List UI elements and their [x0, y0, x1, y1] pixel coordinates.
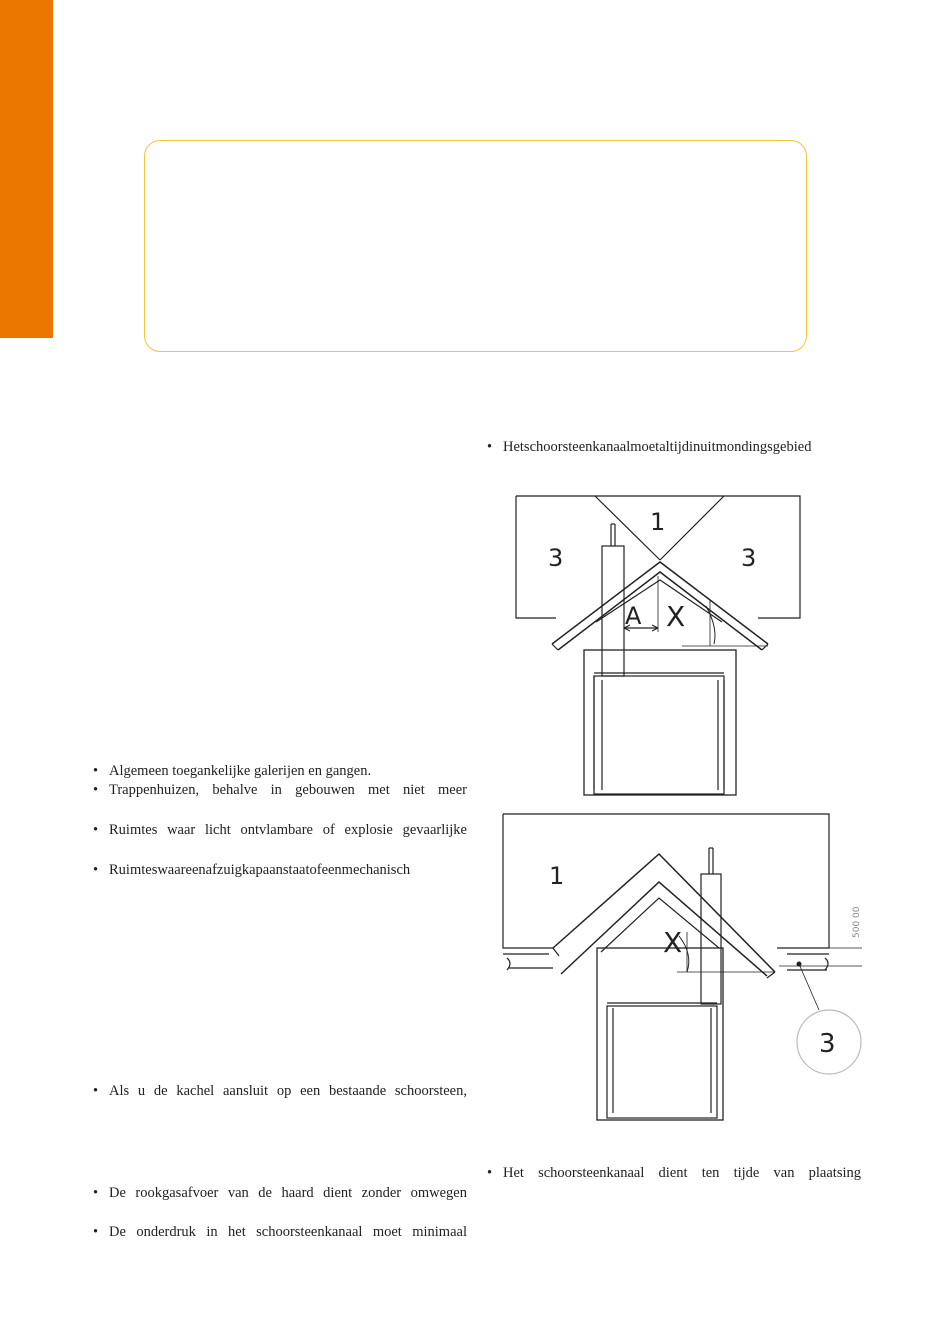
notice-box: [144, 140, 807, 352]
zone-label: 3: [741, 544, 757, 572]
orange-side-tab: [0, 0, 53, 338]
chimney-zone-diagram-bottom: [497, 808, 877, 1132]
zone-label: 1: [549, 862, 565, 890]
chimney-zone-diagram-top: [510, 490, 810, 804]
angle-label: X: [666, 600, 686, 633]
angle-label: X: [663, 926, 683, 959]
list-item: • Het schoorsteenkanaal dient ten tijde van plaatsing: [487, 1165, 861, 1181]
callout-label: 3: [819, 1029, 836, 1059]
list-item: • Hetschoorsteenkanaalmoetaltijdinuitmondingsgebied: [487, 439, 812, 455]
list-item: • Trappenhuizen, behalve in gebouwen met niet meer: [93, 782, 467, 798]
list-item: • De onderdruk in het schoorsteenkanaal moet minimaal: [93, 1224, 467, 1240]
list-item: • Ruimtes waar licht ontvlambare of explosie gevaarlijke: [93, 822, 467, 838]
list-item: • De rookgasafvoer van de haard dient zonder omwegen: [93, 1185, 467, 1201]
dimension-label: A: [625, 602, 642, 630]
zone-label: 3: [548, 544, 564, 572]
dimension-label: 500 00: [852, 906, 862, 938]
list-item: • Algemeen toegankelijke galerijen en gangen.: [93, 763, 372, 779]
list-item: • Ruimteswaareenafzuigkapaanstaatofeenmechanisch: [93, 862, 411, 878]
zone-label: 1: [650, 508, 666, 536]
list-item: • Als u de kachel aansluit op een bestaande schoorsteen,: [93, 1083, 467, 1099]
